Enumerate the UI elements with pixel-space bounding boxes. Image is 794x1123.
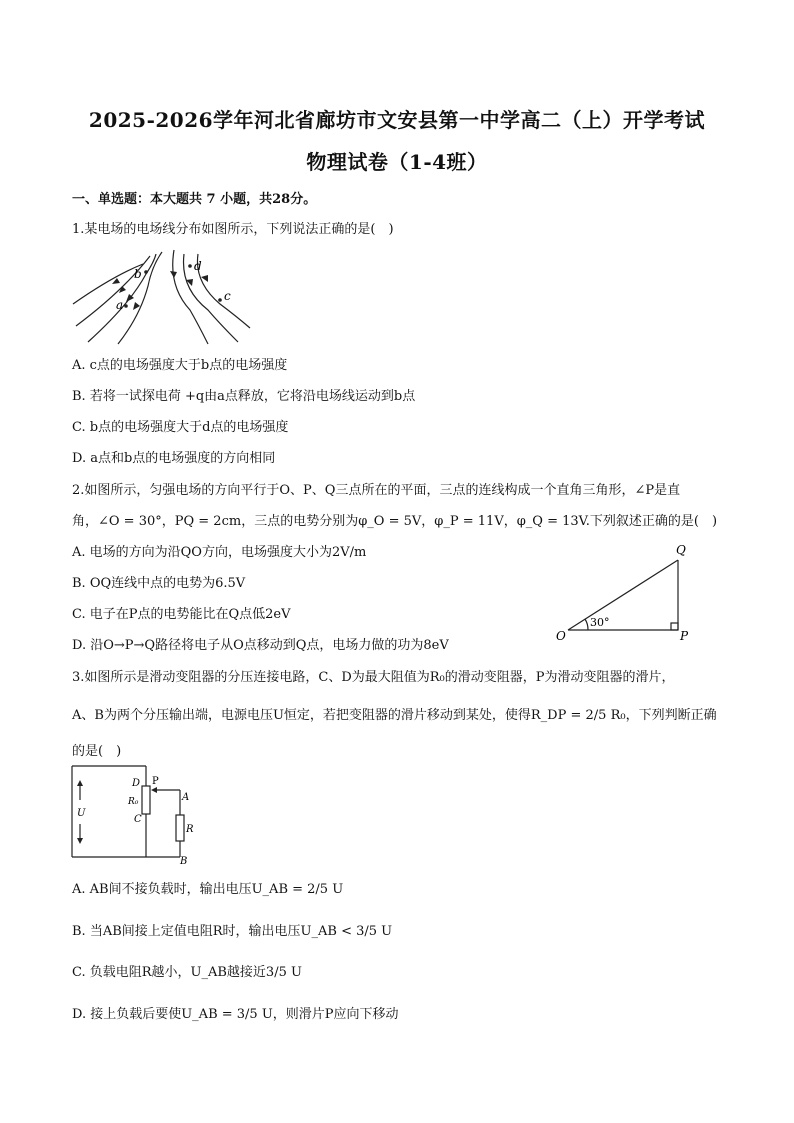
q1-field-lines-figure bbox=[68, 246, 258, 346]
q3-option-a: A. AB间不接负载时，输出电压U_AB = 2/5 U bbox=[72, 882, 344, 897]
q3-option-b: B. 当AB间接上定值电阻R时，输出电压U_AB < 3/5 U bbox=[72, 924, 393, 939]
q1-label-a: a bbox=[116, 298, 124, 312]
q1-stem: 1.某电场的电场线分布如图所示，下列说法正确的是( ) bbox=[72, 222, 394, 237]
q2-stem-line2: 角，∠O = 30°，PQ = 2cm，三点的电势分别为φ_O = 5V，φ_P = 11V，φ_Q = 13V.下列叙述正确的是( ) bbox=[72, 514, 718, 529]
exam-title-line2: 物理试卷（1-4班） bbox=[306, 150, 488, 174]
q3-label-c: C bbox=[134, 814, 142, 825]
q2-option-d: D. 沿O→P→Q路径将电子从O点移动到Q点，电场力做的功为8eV bbox=[72, 638, 449, 653]
q3-label-r0: R₀ bbox=[128, 797, 139, 807]
exam-title-line1: 2025-2026学年河北省廊坊市文安县第一中学高二（上）开学考试 bbox=[88, 108, 706, 132]
q2-label-p: P bbox=[680, 629, 689, 643]
q2-option-b: B. OQ连线中点的电势为6.5V bbox=[72, 576, 246, 591]
q3-label-p: P bbox=[152, 776, 159, 787]
q2-label-q: Q bbox=[676, 543, 686, 557]
q1-option-b: B. 若将一试探电荷 +q由a点释放，它将沿电场线运动到b点 bbox=[72, 389, 416, 404]
q3-stem-line3: 的是( ) bbox=[72, 744, 122, 759]
q3-option-c: C. 负载电阻R越小，U_AB越接近3/5 U bbox=[72, 965, 302, 980]
q2-label-o: O bbox=[556, 629, 566, 643]
q2-stem-line1: 2.如图所示，匀强电场的方向平行于O、P、Q三点所在的平面，三点的连线构成一个直角三角形，∠P是直 bbox=[72, 483, 681, 498]
q1-label-c: c bbox=[224, 289, 231, 303]
q3-stem-line1: 3.如图所示是滑动变阻器的分压连接电路，C、D为最大阻值为R₀的滑动变阻器，P为滑动变阻器的滑片， bbox=[72, 670, 675, 685]
q1-option-a: A. c点的电场强度大于b点的电场强度 bbox=[72, 358, 288, 373]
q3-label-d: D bbox=[132, 778, 141, 789]
q3-option-d: D. 接上负载后要使U_AB = 3/5 U，则滑片P应向下移动 bbox=[72, 1007, 399, 1022]
q2-option-a: A. 电场的方向为沿QO方向，电场强度大小为2V/m bbox=[72, 545, 367, 560]
q2-label-angle: 30° bbox=[590, 616, 610, 629]
q3-stem-line2: A、B为两个分压输出端，电源电压U恒定，若把变阻器的滑片移动到某处，使得R_DP = 2/5 R₀，下列判断正确 bbox=[72, 708, 717, 723]
q2-option-c: C. 电子在P点的电势能比在Q点低2eV bbox=[72, 607, 291, 622]
q1-option-d: D. a点和b点的电场强度的方向相同 bbox=[72, 451, 276, 466]
q3-label-u: U bbox=[77, 808, 86, 819]
q3-label-r: R bbox=[186, 824, 194, 835]
q1-label-d: d bbox=[194, 259, 202, 273]
q2-triangle-figure bbox=[552, 540, 702, 646]
q3-circuit-figure bbox=[66, 760, 206, 866]
q3-label-a: A bbox=[182, 792, 190, 803]
q1-option-c: C. b点的电场强度大于d点的电场强度 bbox=[72, 420, 289, 435]
q1-label-b: b bbox=[134, 267, 142, 281]
q3-label-b: B bbox=[180, 856, 188, 866]
section-heading: 一、单选题：本大题共 7 小题，共28分。 bbox=[72, 192, 317, 207]
